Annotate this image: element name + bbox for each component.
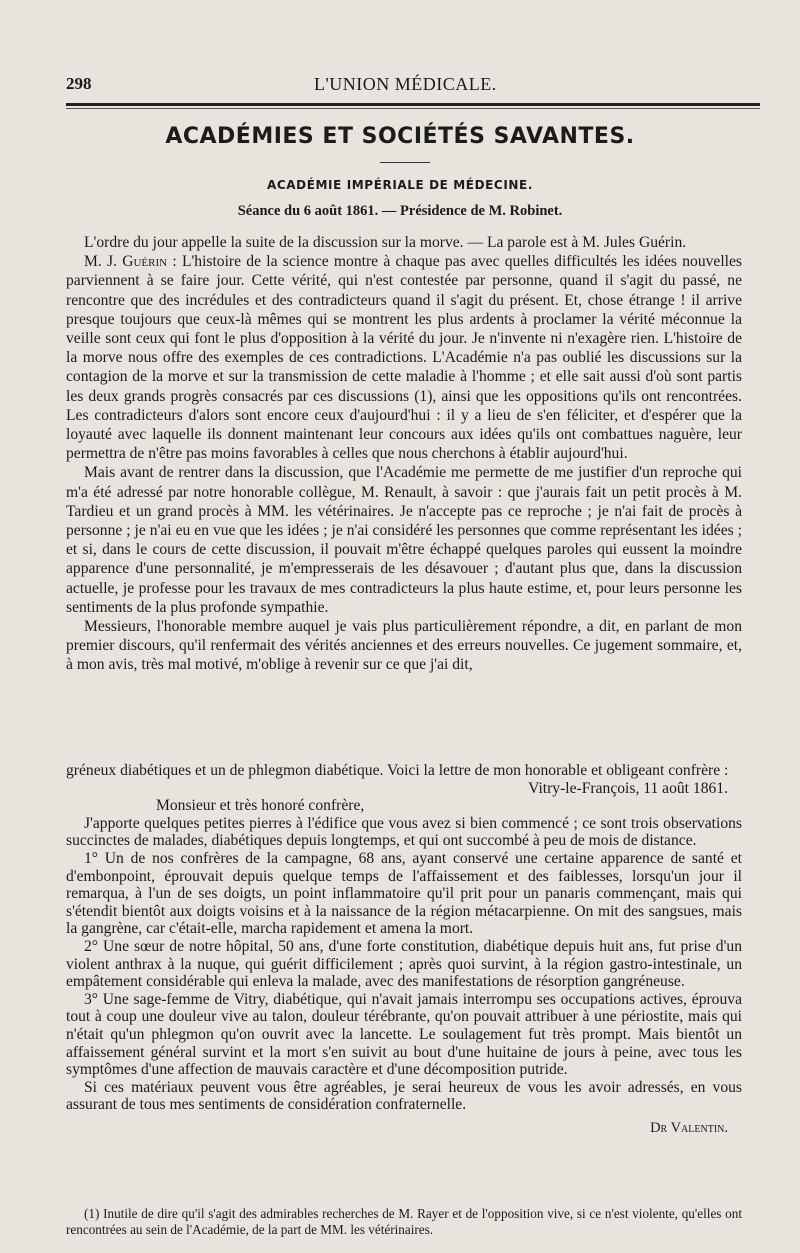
footnote: [66, 1206, 742, 1238]
title-divider: [380, 162, 430, 163]
section-title: ACADÉMIES ET SOCIÉTÉS SAVANTES.: [165, 124, 635, 149]
paragraph: L'ordre du jour appelle la suite de la discussion sur la morve. — La parole est à M. Jules Guérin.: [84, 234, 687, 251]
paragraph: Si ces matériaux peuvent vous être agréables, je serai heureux de vous les avoir adressés, en vous assurant de tous mes sentiments de considération confraternelle.: [66, 1078, 742, 1114]
paragraph: Mais avant de rentrer dans la discussion, que l'Académie me permette de me justifier d'un reproche qui m'a été adressé par notre honorable collègue, M. Renault, à savoir : que j'aurais fait un petit procès à M. Tardieu et un grand procès à MM. les vétérinaires. Je n'accepte pas ce reproche ; je n'ai fait de procès à personne ; je n'ai eu en vue que les idées ; je n'ai considéré les personnes que comme représentant les idées ; et si, dans le cours de cette discussion, il pouvait m'être échappé quelques paroles qui eussent la moindre apparence d'une personnalité, je m'empresserais de les désavouer ; d'autant plus que, dans la discussion actuelle, je professe pour les travaux de mes contradicteurs la plus haute estime, et, pour leurs personne les sentiments de la plus profonde sympathie.: [66, 464, 742, 616]
footnote-text: (1) Inutile de dire qu'il s'agit des admirables recherches de M. Rayer et de l'opposition vive, si ce n'est violente, qu'elles ont rencontrées au sein de l'Académie, de la part de MM. les vétérinaires.: [66, 1206, 742, 1237]
page-header: [66, 74, 760, 100]
letter-text: [66, 762, 742, 1137]
paragraph: J'apporte quelques petites pierres à l'édifice que vous avez si bien commencé ; ce sont trois observations succinctes de malades, diabétiques depuis longtemps, et qui ont succombé à peu de mois de distance.: [66, 814, 742, 850]
header-rule: [66, 103, 760, 106]
letter-signature: Dr Valentin.: [650, 1119, 728, 1136]
speech-text: : L'histoire de la science montre à chaque pas avec quelles difficultés les idées nouvelles parviennent à se faire jour. Cette vérité, qui n'est contestée par personne, quand il s'agit du passé, ne rencontre que des incrédules et des contradicteurs quand il s'agit du présent. Et, chose étrange ! il arrive presque toujours que ceux-là mêmes qui se montrent les plus ardents à proclamer la vérité méconnue la veille sont ceux qui font le plus d'opposition à la vérité du jour. Je n'invente ni n'exagère rien. L'histoire de la morve nous offre des exemples de ces contradictions. L'Académie n'a pas oublié les discussions sur la contagion de la morve et sur la transmission de cette maladie à l'homme ; et elle sait aussi d'où sont partis les deux grands progrès consacrés par ces discussions (1), ainsi que les oppositions qu'ils ont rencontrées. Les contradicteurs d'alors sont encore ceux d'aujourd'hui : il y a lieu de s'en féliciter, et d'espérer que la loyauté avec laquelle ils donnent maintenant leur concours aux idées qu'ils ont combattues naguère, leur permettra de n'être pas moins favorables à celles que nous cherchons à établir aujourd'hui.: [66, 253, 742, 463]
paragraph: 2° Une sœur de notre hôpital, 50 ans, d'une forte constitution, diabétique depuis huit ans, fut prise d'un violent anthrax à la nuque, qui guérit difficilement ; après quoi survint, à la région gastro-intestinale, un empâtement considérable qui enleva la malade, avec des manifestations de résorption gangréneuse.: [66, 937, 742, 991]
header-rule-thin: [66, 108, 760, 109]
letter-intro: gréneux diabétiques et un de phlegmon diabétique. Voici la lettre de mon honorable et obligeant confrère :: [66, 762, 729, 779]
academy-heading: ACADÉMIE IMPÉRIALE DE MÉDECINE.: [266, 178, 534, 192]
paragraph: Messieurs, l'honorable membre auquel je vais plus particulièrement répondre, a dit, en parlant de mon premier discours, qu'il renfermait des vérités anciennes et des erreurs nouvelles. Ce jugement sommaire, et, à mon avis, très mal motivé, m'oblige à revenir sur ce que j'ai dit,: [66, 618, 742, 674]
paragraph: 1° Un de nos confrères de la campagne, 68 ans, ayant conservé une certaine apparence de santé et d'embonpoint, éprouvait depuis quelque temps de l'affaissement et des faiblesses, lorsqu'un jour il remarqua, à l'un de ses doigts, un point inflammatoire qu'il prit pour un panaris commençant, mais qui s'étendit bientôt aux doigts voisins et à la naissance de la région métacarpienne. On mit des sangsues, mais la gangrène, car c'était-elle, marcha rapidement et amena la mort.: [66, 849, 742, 938]
running-title: L'UNION MÉDICALE.: [314, 74, 497, 94]
paragraph: [66, 252, 742, 463]
page-number: 298: [66, 74, 92, 93]
letter-place-date: Vitry-le-François, 11 août 1861.: [528, 779, 728, 797]
paragraph: 3° Une sage-femme de Vitry, diabétique, qui n'avait jamais interrompu ses occupations actives, éprouva tout à coup une douleur vive au talon, douleur térébrante, qu'on pouvait attribuer à une périostite, mais qui n'était qu'un phlegmon qu'on ouvrit avec la lancette. Le soulagement fut très prompt. Mais bientôt un affaissement général survint et la mort s'en suivit au bout d'une huitaine de jours à peine, avec tous les symptômes d'une affection de mauvais caractère et d'une décomposition putride.: [66, 990, 742, 1079]
discussion-text: [66, 233, 742, 675]
session-line: Séance du 6 août 1861. — Présidence de M. Robinet.: [237, 203, 563, 219]
letter-salutation: Monsieur et très honoré confrère,: [156, 797, 365, 815]
speaker-name: M. J. Guérin: [84, 253, 168, 271]
